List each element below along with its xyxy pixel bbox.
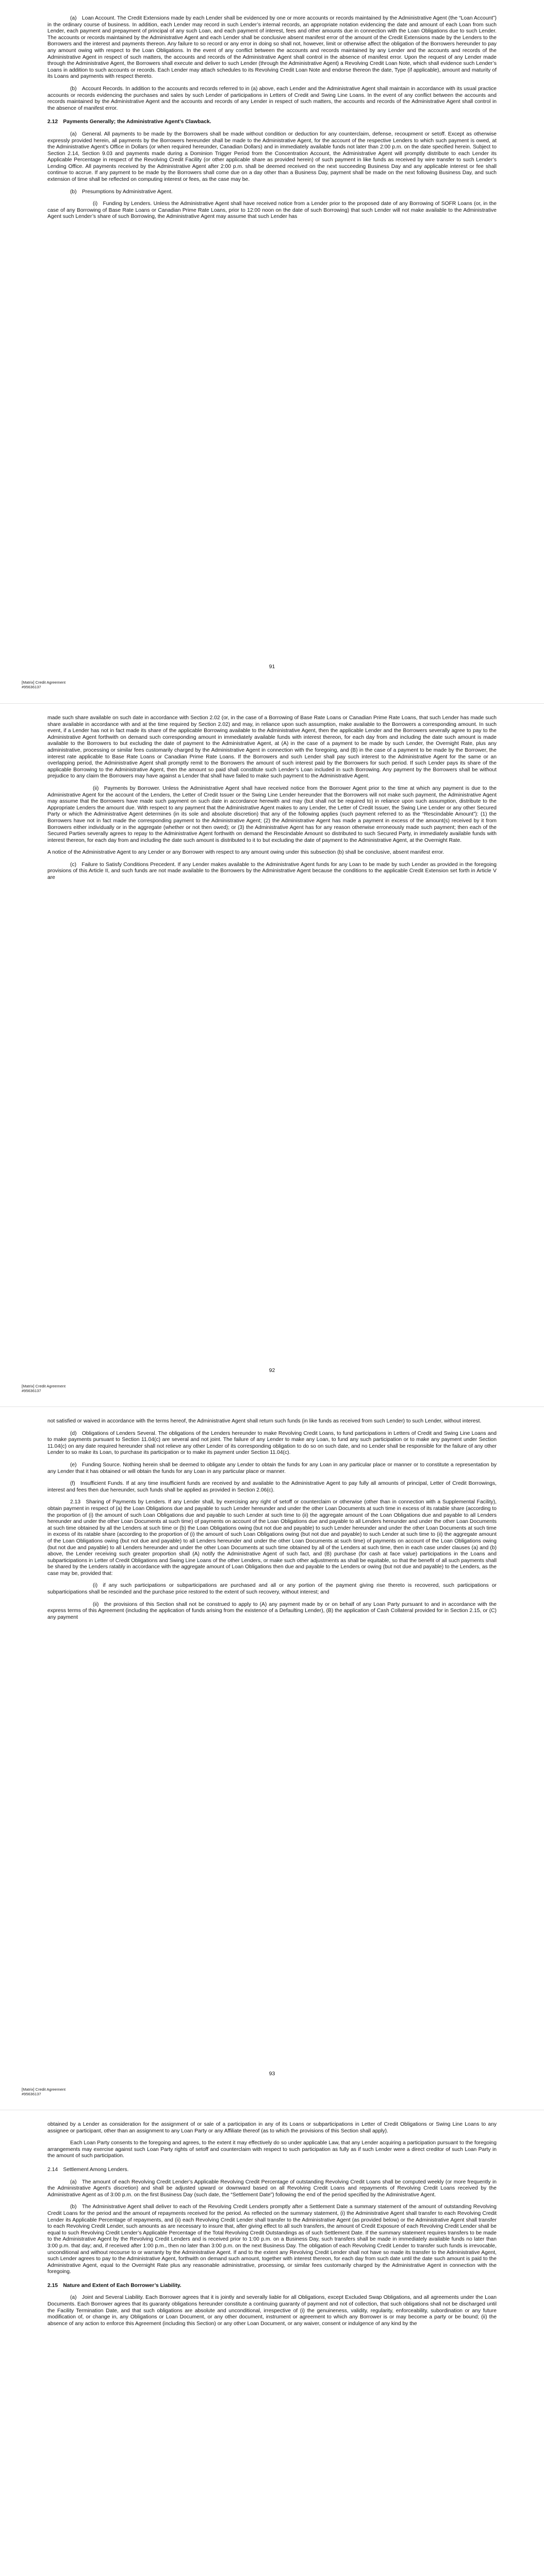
document-page	[0, 703, 544, 1407]
page-footer	[22, 680, 65, 689]
paragraph-loan-account: (a) Loan Account. The Credit Extensions made by each Lender shall be evidenced by one or more accounts or records maintained by the Administrative Agent (the “Loan Account”) in the ordinary course of business. In addition, each Lender may record in such Lender’s internal records, an appropriate notation evidencing the date and amount of each Loan from such Lender, each payment and prepayment of principal of any such Loan, and each payment of interest, fees and other amounts due in connection with the Loan Obligations due to such Lender. The accounts or records maintained by the Administrative Agent and each Lender shall be conclusive absent manifest error of the amount of the Credit Extensions made by the Lenders to the Borrowers and the interest and payments thereon. Any failure to so record or any error in doing so shall not, however, limit or otherwise affect the obligation of the Borrowers hereunder to pay any amount owing with respect to the Loan Obligations. In the event of any conflict between the accounts and records maintained by any Lender and the accounts and records of the Administrative Agent in respect of such matters, the accounts and records of the Administrative Agent shall control in the absence of manifest error. Upon the request of any Lender made through the Administrative Agent, the Borrowers shall execute and deliver to such Lender (through the Administrative Agent) a Revolving Credit Loan Note, which shall evidence such Lender’s Loans in addition to such accounts or records. Each Lender may attach schedules to its Revolving Credit Loan Note and endorse thereon the date, Type (if applicable), amount and maturity of its Loans and payments with respect thereto.	[47, 15, 497, 80]
document-page	[0, 0, 544, 703]
page-body	[47, 715, 497, 887]
paragraph-continued: obtained by a Lender as consideration for the assignment of or sale of a participation in any of its Loans or subparticipations in Letter of Credit Obligations or Swing Line Loans to any assignee or participant, other than an assignment to any Loan Party or any Affiliate thereof (as to which the provisions of this Section shall apply).	[47, 2122, 497, 2134]
document-page	[0, 1406, 544, 2110]
section-heading-2-12: 2.12 Payments Generally; the Administrative Agent’s Clawback.	[47, 119, 211, 125]
page-footer	[22, 1384, 65, 1393]
paragraph-funding-source: (e) Funding Source. Nothing herein shall be deemed to obligate any Lender to obtain the funds for any Loan in any particular place or manner or to constitute a representation by any Lender that it has obtained or will obtain the funds for any Loan in any particular place or manner.	[47, 1462, 497, 1475]
paragraph-payments-by-borrower: (ii) Payments by Borrower. Unless the Administrative Agent shall have received notice from the Borrower Agent prior to the time at which any payment is due to the Administrative Agent for the account of the Lenders, the Letter of Credit Issuer or the Swing Line Lender hereunder that the Borrowers will not make such payment, the Administrative Agent may assume that the Borrowers have made such payment on such date in accordance herewith and may (but shall not be required to) in reliance upon such assumption, distribute to the Appropriate Lenders the amount due. With respect to any payment that the Administrative Agent makes to any Lender, the Letter of Credit Issuer, the Swing Line Lender or any other Secured Party or which the Administrative Agent determines (in its sole and absolute discretion) that any of the following applies (such payment referred to as the “Rescindable Amount”): (1) the Borrowers have not in fact made the corresponding payment to the Administrative Agent; (2) the Administrative Agent has made a payment in excess of the amount(s) received by it from Borrowers either individually or in the aggregate (whether or not then owed); or (3) the Administrative Agent has for any reason otherwise erroneously made such payment; then each of the Secured Parties severally agrees to repay to the Administrative Agent forthwith on demand the Rescindable Amount so distributed to such Secured Party, in immediately available funds with interest thereon, for each day from and including the date such amount is distributed to it to but excluding the date of payment to the Administrative Agent, at the Overnight Rate.	[47, 785, 497, 843]
paragraph-settlement-statement: (b) The Administrative Agent shall deliver to each of the Revolving Credit Lenders promptly after a Settlement Date a summary statement of the amount of outstanding Revolving Credit Loans for the period and the amount of repayments received for the period. As reflected on the summary statement, (i) the Administrative Agent shall transfer to each Revolving Credit Lender its Applicable Percentage of repayments, and (ii) each Revolving Credit Lender shall transfer to the Administrative Agent (as provided below) or the Administrative Agent shall transfer to each Revolving Credit Lender, such amounts as are necessary to insure that, after giving effect to all such transfers, the amount of Credit Exposure of each Revolving Credit Lender shall be equal to such Revolving Credit Lender’s Applicable Percentage of the Total Revolving Credit Outstandings as of such Settlement Date. If the summary statement requires transfers to be made to the Administrative Agent by the Revolving Credit Lenders and is received prior to 1:00 p.m. on a Business Day, such transfers shall be made in immediately available funds no later than 3:00 p.m. that day; and, if received after 1:00 p.m., then no later than 3:00 p.m. on the next Business Day. The obligation of each Revolving Credit Lender to transfer such funds is irrevocable, unconditional and without recourse to or warranty by the Administrative Agent. If and to the extent any Revolving Credit Lender shall not have so made its transfer to the Administrative Agent, such Lender agrees to pay to the Administrative Agent, forthwith on demand such amount, together with interest thereon, for each day from such date until the date such amount is paid to the Administrative Agent, equal to the Overnight Rate plus any reasonable administrative, processing, or similar fees customarily charged by the Administrative Agent in connection with the foregoing.	[47, 2204, 497, 2275]
section-heading-2-14: 2.14 Settlement Among Lenders.	[47, 2166, 129, 2173]
footer-title: [Matrix] Credit Agreement	[22, 2087, 66, 2092]
paragraph-settlement-computation: (a) The amount of each Revolving Credit Lender’s Applicable Revolving Credit Percentage of outstanding Revolving Credit Loans shall be computed weekly (or more frequently in the Administrative Agent’s discretion) and shall be adjusted upward or downward based on all Revolving Credit Loans and repayments of Revolving Credit Loans received by the Administrative Agent as of 3:00 p.m. on the first Business Day (such date, the “Settlement Date”) following the end of the period specified by the Administrative Agent.	[47, 2179, 497, 2198]
paragraph-presumptions: (b) Presumptions by Administrative Agent.	[70, 189, 173, 195]
page-body	[47, 15, 497, 226]
page-body	[47, 2122, 497, 2333]
paragraph-proviso-ii: (ii) the provisions of this Section shall not be construed to apply to (A) any payment made by or on behalf of any Loan Party pursuant to and in accordance with the express terms of this Agreement (including the application of funds arising from the existence of a Defaulting Lender), (B) the application of Cash Collateral provided for in Section 2.15, or (C) any payment	[47, 1601, 497, 1620]
paragraph-general: (a) General. All payments to be made by the Borrowers shall be made without condition or deduction for any counterclaim, defense, recoupment or setoff. Except as otherwise expressly provided herein, all payments by the Borrowers hereunder shall be made to the Administrative Agent, for the account of the respective Lenders to which such payment is owed, at the Administrative Agent’s Office in Dollars (or when required hereunder, Canadian Dollars) and in immediately available funds not later than 2:00 p.m. on the date specified herein. Subject to Section 2.14, Section 9.03 and payments made during a Dominion Trigger Period from the Concentration Account, the Administrative Agent will promptly distribute to each Lender its Applicable Percentage in respect of the Revolving Credit Facility (or other applicable share as provided herein) of such payment in like funds as received by wire transfer to such Lender’s Lending Office. All payments received by the Administrative Agent after 2:00 p.m. shall be deemed received on the next succeeding Business Day and any applicable interest or fee shall continue to accrue. If any payment to be made by the Borrowers shall come due on a day other than a Business Day, payment shall be made on the next following Business Day, and such extension of time shall be reflected on computing interest or fees, as the case may be.	[47, 131, 497, 183]
footer-doc-id: #95636137	[22, 2092, 41, 2096]
paragraph-proviso-i: (i) if any such participations or subparticipations are purchased and all or any portion of the payment giving rise thereto is recovered, such participations or subparticipations shall be rescinded and the purchase price restored to the extent of such recovery, without interest; and	[47, 1583, 497, 1596]
paragraph-sharing-of-payments: 2.13 Sharing of Payments by Lenders. If any Lender shall, by exercising any right of setoff or counterclaim or otherwise (other than in connection with a Supplemental Facility), obtain payment in respect of (a) the Loan Obligations due and payable to such Lender hereunder and under the other Loan Documents at such time in excess of its ratable share (according to the proportion of (i) the amount of such Loan Obligations due and payable to such Lender at such time to (ii) the aggregate amount of the Loan Obligations due and payable to all Lenders hereunder and under the other Loan Documents at such time) of payments on account of the Loan Obligations due and payable to all Lenders hereunder and under the other Loan Documents at such time obtained by all the Lenders at such time or (b) the Loan Obligations owing (but not due and payable) to such Lender hereunder and under the other Loan Documents at such time in excess of its ratable share (according to the proportion of (i) the amount of such Loan Obligations owing (but not due and payable) to such Lender at such time to (ii) the aggregate amount of the Loan Obligations owing (but not due and payable) to all Lenders hereunder and under the other Loan Documents at such time) of payments on account of the Loan Obligations owing (but not due and payable) to all Lenders hereunder and under the other Loan Documents at such time obtained by all of the Lenders at such time, then in each case under clauses (a) and (b) above, the Lender receiving such greater proportion shall (A) notify the Administrative Agent of such fact, and (B) purchase (for cash at face value) participations in the Loans and subparticipations in Letter of Credit Obligations and Swing Line Loans of the other Lenders, or make such other adjustments as shall be equitable, so that the benefit of all such payments shall be shared by the Lenders ratably in accordance with the aggregate amount of Loan Obligations then due and payable to the Lenders or owing (but not due and payable) to the Lenders, as the case may be, provided that:	[47, 1499, 497, 1577]
section-heading-2-15: 2.15 Nature and Extent of Each Borrower’s Liability.	[47, 2282, 182, 2289]
paragraph-notice: A notice of the Administrative Agent to any Lender or any Borrower with respect to any amount owing under this subsection (b) shall be conclusive, absent manifest error.	[47, 850, 444, 856]
paragraph-joint-several-liability: (a) Joint and Several Liability. Each Borrower agrees that it is jointly and severally liable for all Obligations, except Excluded Swap Obligations, and all agreements under the Loan Documents. Each Borrower agrees that its guaranty obligations hereunder constitute a continuing guaranty of payment and not of collection, that such obligations shall not be discharged until the Facility Termination Date, and that such obligations are absolute and unconditional, irrespective of (i) the genuineness, validity, regularity, enforceability, subordination or any future modification of, or change in, any Obligations or Loan Document, or any other document, instrument or agreement to which any Borrower is or may become a party or be bound; (ii) the absence of any action to enforce this Agreement (including this Section) or any other Loan Document, or any waiver, consent or indulgence of any kind by the	[47, 2295, 497, 2327]
page-body	[47, 1418, 497, 1626]
paragraph-continued: made such share available on such date in accordance with Section 2.02 (or, in the case of a Borrowing of Base Rate Loans or Canadian Prime Rate Loans, that such Lender has made such share available in accordance with and at the time required by Section 2.02) and may, in reliance upon such assumption, make available to the Borrowers a corresponding amount. In such event, if a Lender has not in fact made its share of the applicable Borrowing available to the Administrative Agent, then the applicable Lender and the Borrowers severally agree to pay to the Administrative Agent forthwith on demand such corresponding amount in immediately available funds with interest thereon, for each day from and including the date such amount is made available to the Borrowers to but excluding the date of payment to the Administrative Agent, at (A) in the case of a payment to be made by such Lender, the Overnight Rate, plus any administrative, processing or similar fees customarily charged by the Administrative Agent in connection with the foregoing, and (B) in the case of a payment to be made by the Borrower, the interest rate applicable to Base Rate Loans or Canadian Prime Rate Loans. If the Borrowers and such Lender shall pay such interest to the Administrative Agent for the same or an overlapping period, the Administrative Agent shall promptly remit to the Borrowers the amount of such interest paid by the Borrowers for such period. If such Lender pays its share of the applicable Borrowing to the Administrative Agent, then the amount so paid shall constitute such Lender’s Loan included in such Borrowing. Any payment by the Borrowers shall be without prejudice to any claim the Borrowers may have against a Lender that shall have failed to make such payment to the Administrative Agent.	[47, 715, 497, 779]
paragraph-funding-by-lenders: (i) Funding by Lenders. Unless the Administrative Agent shall have received notice from a Lender prior to the proposed date of any Borrowing of SOFR Loans (or, in the case of any Borrowing of Base Rate Loans or Canadian Prime Rate Loans, prior to 12:00 noon on the date of such Borrowing) that such Lender will not make available to the Administrative Agent such Lender’s share of such Borrowing, the Administrative Agent may assume that such Lender has	[47, 201, 497, 220]
page-footer	[22, 2087, 65, 2096]
footer-doc-id: #95636137	[22, 1388, 41, 1393]
footer-doc-id: #95636137	[22, 685, 41, 689]
document-page	[0, 2110, 544, 2576]
page-number: 93	[269, 2071, 275, 2077]
footer-title: [Matrix] Credit Agreement	[22, 1384, 66, 1388]
paragraph-account-records: (b) Account Records. In addition to the accounts and records referred to in (a) above, each Lender and the Administrative Agent shall maintain in accordance with its usual practice accounts or records evidencing the purchases and sales by such Lender of participations in Letters of Credit and Swing Line Loans. In the event of any conflict between the accounts and records maintained by the Administrative Agent and the accounts and records of any Lender in respect of such matters, the accounts and records of the Administrative Agent shall control in the absence of manifest error.	[47, 86, 497, 111]
paragraph-obligations-several: (d) Obligations of Lenders Several. The obligations of the Lenders hereunder to make Revolving Credit Loans, to fund participations in Letters of Credit and Swing Line Loans and to make payments pursuant to Section 11.04(c) are several and not joint. The failure of any Lender to make any Loan, to fund any such participation or to make any payment under Section 11.04(c) on any date required hereunder shall not relieve any other Lender of its corresponding obligation to do so on such date, and no Lender shall be responsible for the failure of any other Lender to so make its Loan, to purchase its participation or to make its payment under Section 11.04(c).	[47, 1430, 497, 1456]
footer-title: [Matrix] Credit Agreement	[22, 680, 66, 685]
paragraph-continued: not satisfied or waived in accordance with the terms hereof, the Administrative Agent shall return such funds (in like funds as received from such Lender) to such Lender, without interest.	[47, 1418, 482, 1424]
page-number: 91	[269, 664, 275, 670]
paragraph-insufficient-funds: (f) Insufficient Funds. If at any time insufficient funds are received by and available to the Administrative Agent to pay fully all amounts of principal, Letter of Credit Borrowings, interest and fees then due hereunder, such funds shall be applied as provided in Section 2.06(c).	[47, 1481, 497, 1493]
paragraph-loan-party-consent: Each Loan Party consents to the foregoing and agrees, to the extent it may effectively do so under applicable Law, that any Lender acquiring a participation pursuant to the foregoing arrangements may exercise against such Loan Party rights of setoff and counterclaim with respect to such participation as fully as if such Lender were a direct creditor of such Loan Party in the amount of such participation.	[47, 2140, 497, 2159]
page-number: 92	[269, 1367, 275, 1374]
paragraph-failure-conditions: (c) Failure to Satisfy Conditions Precedent. If any Lender makes available to the Administrative Agent funds for any Loan to be made by such Lender as provided in the foregoing provisions of this Article II, and such funds are not made available to the Borrowers by the Administrative Agent because the conditions to the applicable Credit Extension set forth in Article V are	[47, 861, 497, 881]
